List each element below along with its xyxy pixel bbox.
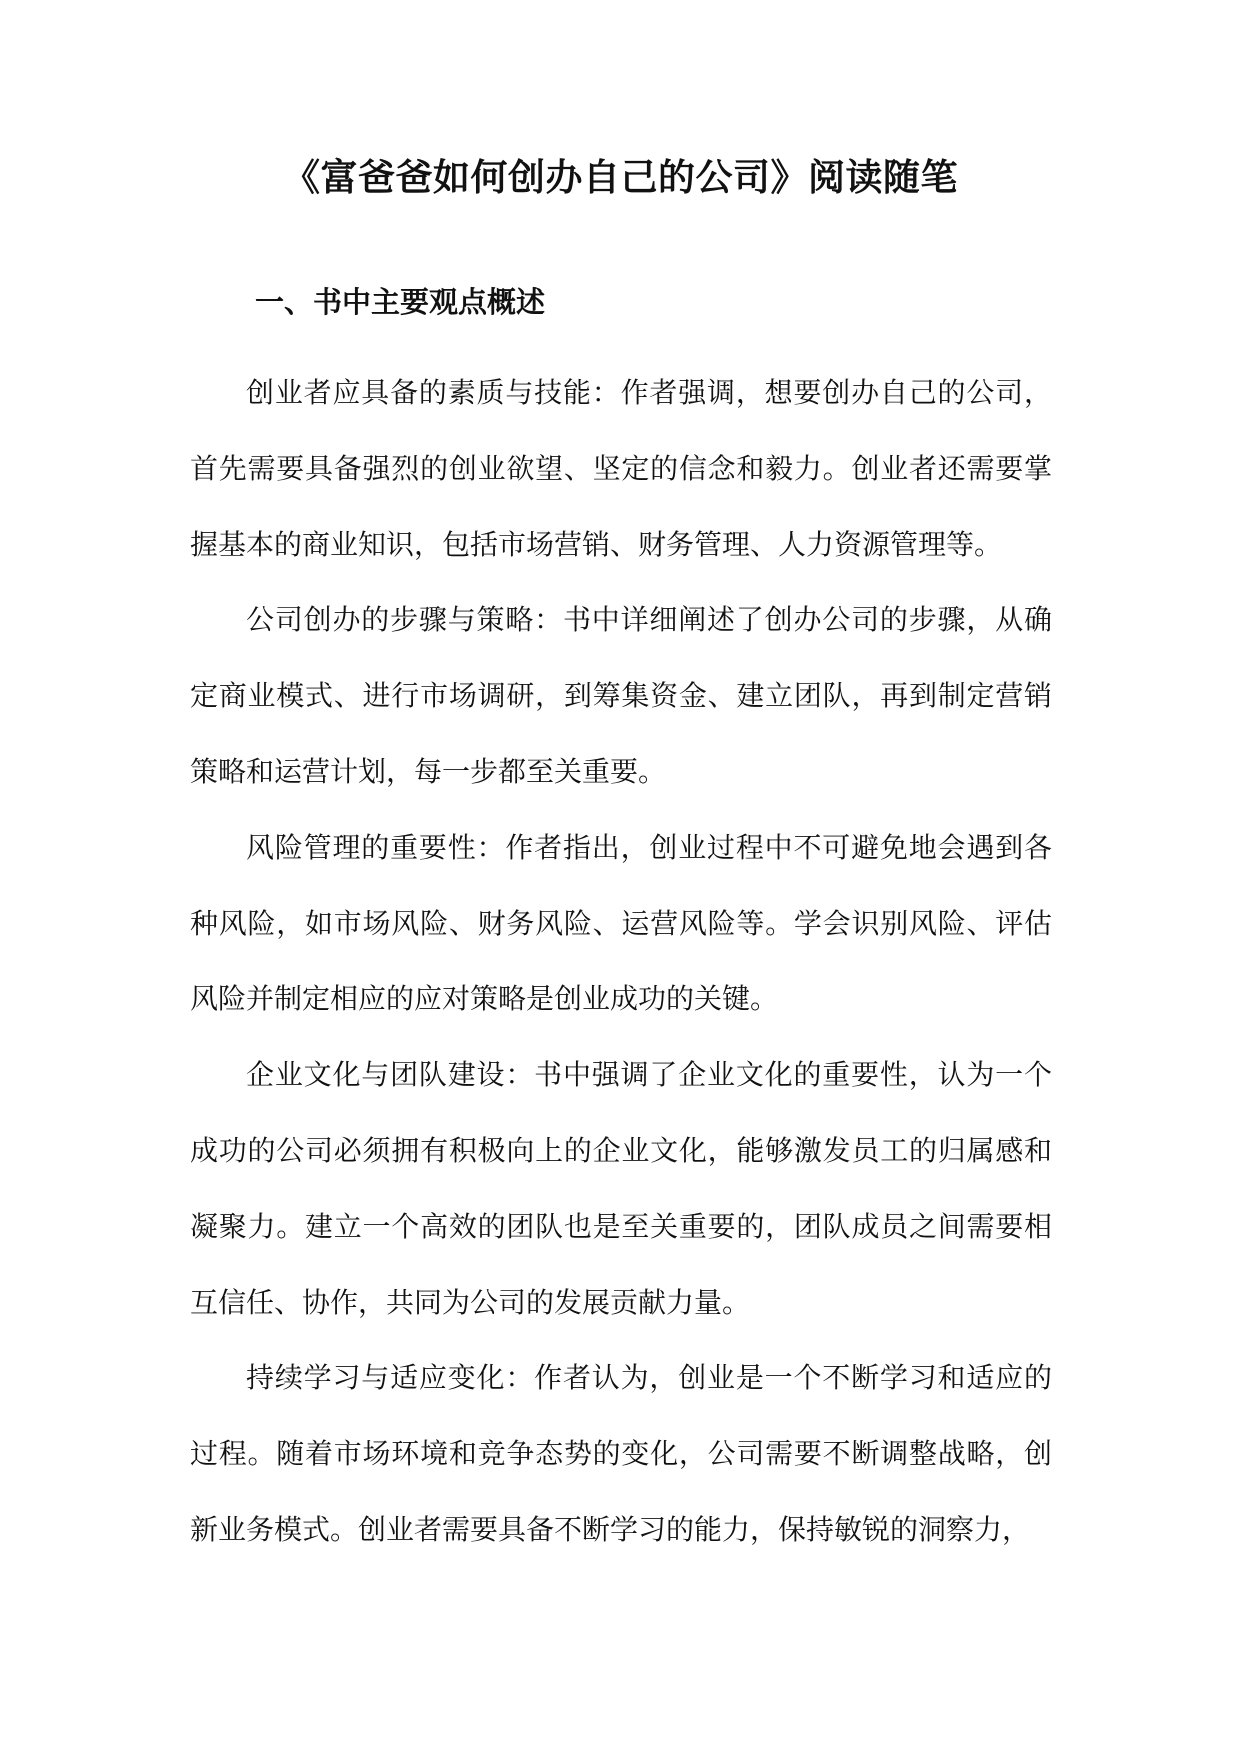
paragraph-startup-steps: 公司创办的步骤与策略：书中详细阐述了创办公司的步骤，从确定商业模式、进行市场调研，到筹集资金、建立团队，再到制定营销策略和运营计划，每一步都至关重要。 — [190, 603, 1052, 788]
document-title: 《富爸爸如何创办自己的公司》阅读随笔 — [283, 156, 958, 199]
paragraph-risk-management: 风险管理的重要性：作者指出，创业过程中不可避免地会遇到各种风险，如市场风险、财务风险、运营风险等。学会识别风险、评估风险并制定相应的应对策略是创业成功的关键。 — [190, 830, 1052, 1016]
paragraph-culture-team: 企业文化与团队建设：书中强调了企业文化的重要性，认为一个成功的公司必须拥有积极向上的企业文化，能够激发员工的归属感和凝聚力。建立一个高效的团队也是至关重要的，团队成员之间需要相互信任、协作，共同为公司的发展贡献力量。 — [190, 1058, 1052, 1319]
body-text — [190, 355, 1052, 1568]
paragraph-continuous-learning: 持续学习与适应变化：作者认为，创业是一个不断学习和适应的过程。随着市场环境和竞争态势的变化，公司需要不断调整战略，创新业务模式。创业者需要具备不断学习的能力，保持敏锐的洞察力， — [190, 1361, 1052, 1546]
section-heading: 一、书中主要观点概述 — [255, 285, 546, 319]
paragraph-founder-qualities: 创业者应具备的素质与技能：作者强调，想要创办自己的公司，首先需要具备强烈的创业欲望、坚定的信念和毅力。创业者还需要掌握基本的商业知识，包括市场营销、财务管理、人力资源管理等。 — [190, 376, 1052, 561]
